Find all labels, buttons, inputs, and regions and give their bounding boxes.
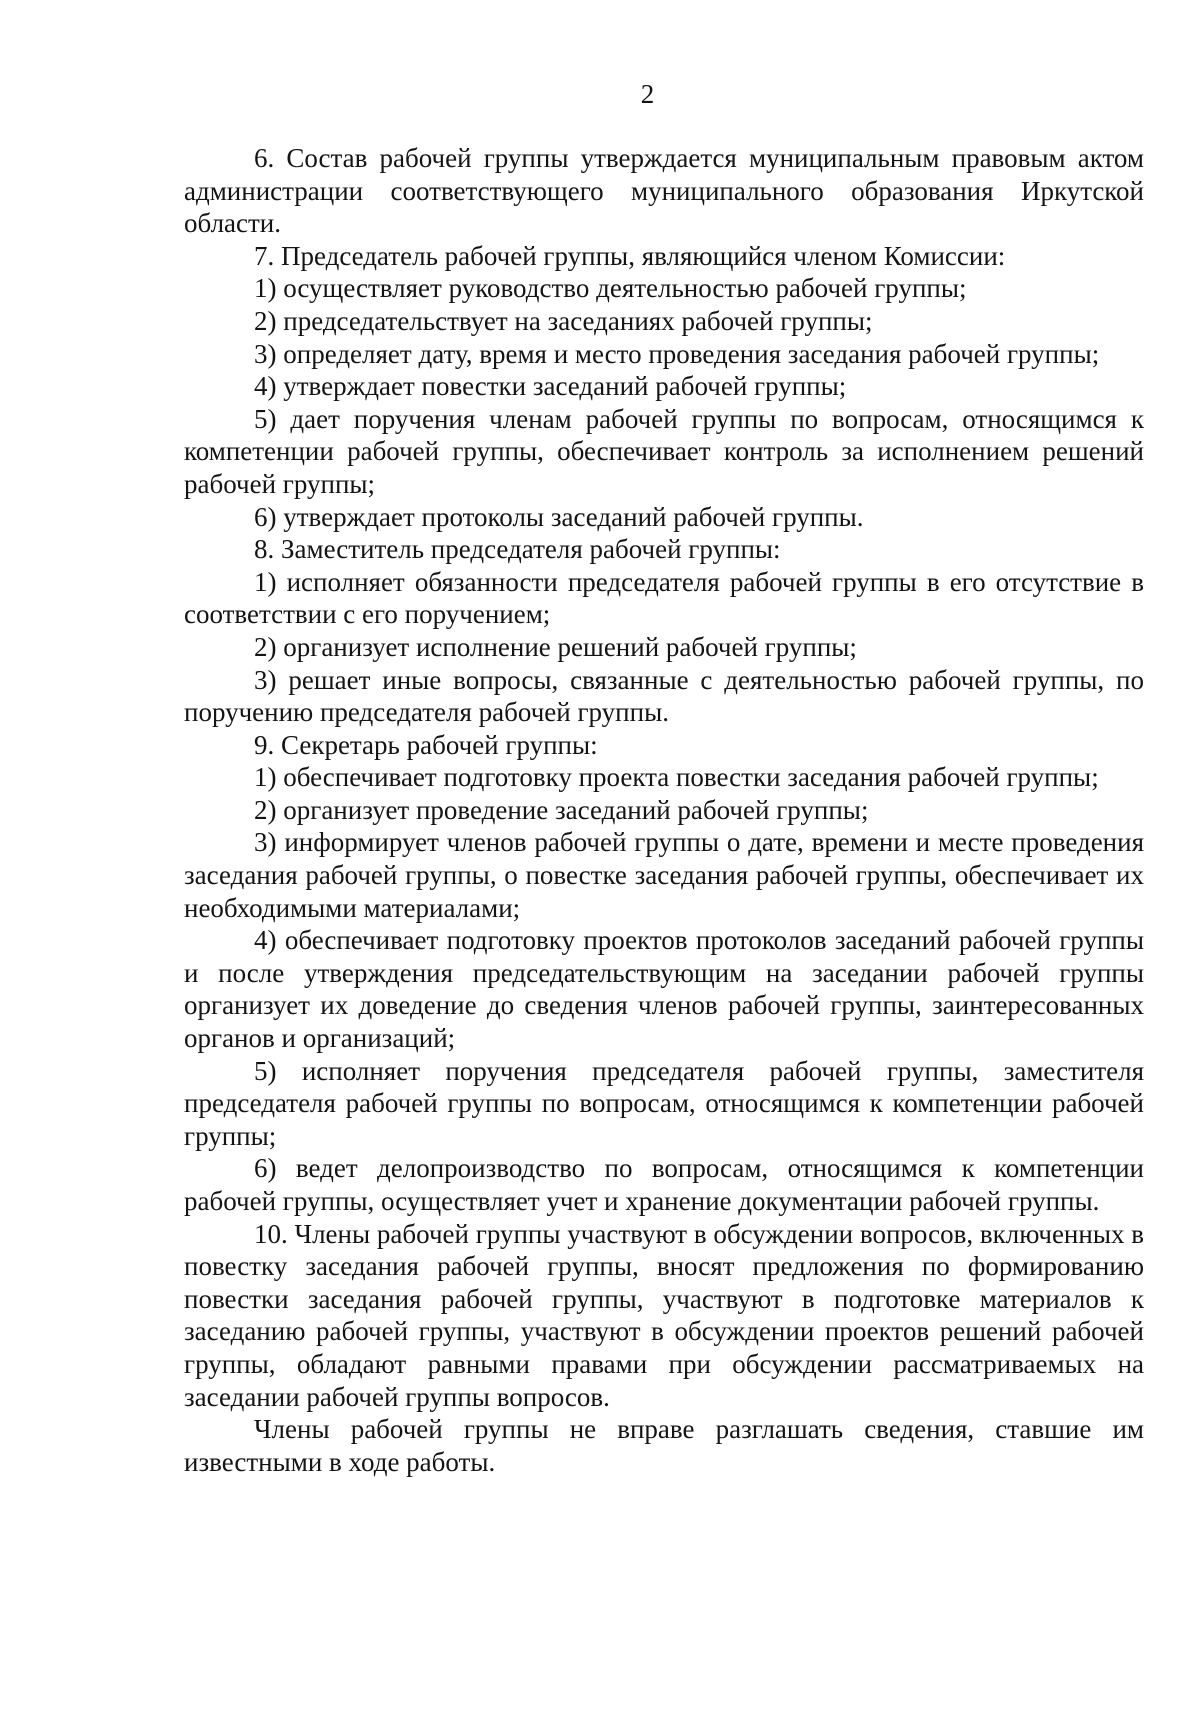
members-confidentiality: Члены рабочей группы не вправе разглашать сведения, ставшие им известными в ходе работы. xyxy=(184,1414,1144,1477)
secretary-duty-4: 4) обеспечивает подготовку проектов протоколов заседаний рабочей группы и после утверждения председательствующим на заседании рабочей группы организует их доведение до сведения членов рабочей группы, заинтересованных органов и организаций; xyxy=(184,925,1144,1054)
deputy-duty-1: 1) исполняет обязанности председателя рабочей группы в его отсутствие в соответствии с его поручением; xyxy=(184,566,1144,630)
secretary-duty-5: 5) исполняет поручения председателя рабочей группы, заместителя председателя рабочей группы по вопросам, относящимся к компетенции рабочей группы; xyxy=(184,1055,1144,1151)
chairman-duty-6: 6) утверждает протоколы заседаний рабочей группы. xyxy=(254,501,864,532)
chairman-duty-4: 4) утверждает повестки заседаний рабочей группы; xyxy=(254,371,847,402)
paragraph-6-composition: 6. Состав рабочей группы утверждается муниципальным правовым актом администрации соответствующего муниципального образования Иркутской области. xyxy=(184,143,1144,239)
chairman-duty-1: 1) осуществляет руководство деятельностью рабочей группы; xyxy=(254,273,967,304)
chairman-duty-2: 2) председательствует на заседаниях рабочей группы; xyxy=(254,305,873,336)
paragraph-8-deputy-heading: 8. Заместитель председателя рабочей группы: xyxy=(254,534,781,565)
secretary-duty-3: 3) информирует членов рабочей группы о дате, времени и месте проведения заседания рабочей группы, о повестке заседания рабочей группы, обеспечивает их необходимыми материалами; xyxy=(184,827,1144,923)
secretary-duty-6: 6) ведет делопроизводство по вопросам, относящимся к компетенции рабочей группы, осуществляет учет и хранение документации рабочей группы. xyxy=(184,1153,1144,1216)
deputy-duty-3: 3) решает иные вопросы, связанные с деятельностью рабочей группы, по поручению председателя рабочей группы. xyxy=(184,664,1144,728)
secretary-duty-1: 1) обеспечивает подготовку проекта повестки заседания рабочей группы; xyxy=(254,762,1099,793)
page-number: 2 xyxy=(640,79,655,109)
deputy-duty-2: 2) организует исполнение решений рабочей группы; xyxy=(254,631,857,662)
document-body xyxy=(184,142,1144,1478)
chairman-duty-3: 3) определяет дату, время и место проведения заседания рабочей группы; xyxy=(254,338,1100,369)
chairman-duty-5: 5) дает поручения членам рабочей группы по вопросам, относящимся к компетенции рабочей группы, обеспечивает контроль за исполнением решений рабочей группы; xyxy=(184,403,1144,499)
paragraph-7-chairman-heading: 7. Председатель рабочей группы, являющийся членом Комиссии: xyxy=(254,240,1006,271)
paragraph-9-secretary-heading: 9. Секретарь рабочей группы: xyxy=(254,729,598,760)
secretary-duty-2: 2) организует проведение заседаний рабочей группы; xyxy=(254,794,869,825)
paragraph-10-members: 10. Члены рабочей группы участвуют в обсуждении вопросов, включенных в повестку заседания рабочей группы, вносят предложения по формированию повестки заседания рабочей группы, участвуют в подготовке материалов к заседанию рабочей группы, участвуют в обсуждении проектов решений рабочей группы, обладают равными правами при обсуждении рассматриваемых на заседании рабочей группы вопросов. xyxy=(184,1218,1144,1412)
